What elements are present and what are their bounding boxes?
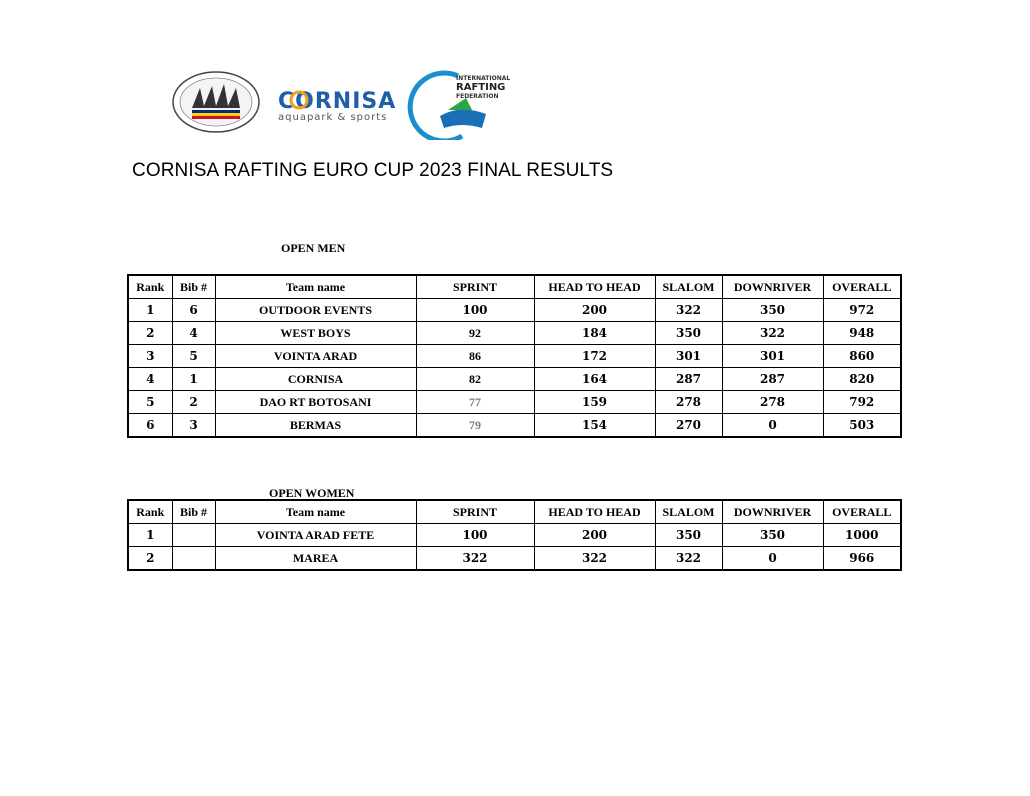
rank-cell: 4 xyxy=(128,368,172,391)
team-cell: BERMAS xyxy=(215,414,416,438)
team-cell: OUTDOOR EVENTS xyxy=(215,299,416,322)
bib-cell: 4 xyxy=(172,322,215,345)
downriver-cell: 350 xyxy=(722,299,823,322)
slalom-cell: 350 xyxy=(655,322,722,345)
team-cell: VOINTA ARAD xyxy=(215,345,416,368)
h2h-cell: 200 xyxy=(534,524,655,547)
col-downriver: DOWNRIVER xyxy=(722,500,823,524)
overall-cell: 503 xyxy=(823,414,901,438)
slalom-cell: 278 xyxy=(655,391,722,414)
sprint-cell: 82 xyxy=(416,368,534,391)
overall-cell: 792 xyxy=(823,391,901,414)
h2h-cell: 200 xyxy=(534,299,655,322)
rank-cell: 1 xyxy=(128,524,172,547)
downriver-cell: 287 xyxy=(722,368,823,391)
overall-cell: 966 xyxy=(823,547,901,571)
irf-line-2: RAFTING xyxy=(456,82,506,93)
col-downriver: DOWNRIVER xyxy=(722,275,823,299)
col-bib: Bib # xyxy=(172,500,215,524)
col-bib: Bib # xyxy=(172,275,215,299)
col-overall: OVERALL xyxy=(823,500,901,524)
table-row xyxy=(128,547,901,571)
team-cell: MAREA xyxy=(215,547,416,571)
table-row xyxy=(128,322,901,345)
downriver-cell: 301 xyxy=(722,345,823,368)
table-header-row xyxy=(128,500,901,524)
irf-line-1: INTERNATIONAL xyxy=(456,75,511,82)
open-women-table xyxy=(127,499,902,571)
sprint-cell: 92 xyxy=(416,322,534,345)
sprint-cell: 86 xyxy=(416,345,534,368)
slalom-cell: 301 xyxy=(655,345,722,368)
bib-cell: 1 xyxy=(172,368,215,391)
open-men-table xyxy=(127,274,902,438)
downriver-cell: 322 xyxy=(722,322,823,345)
table-row xyxy=(128,368,901,391)
bib-cell xyxy=(172,547,215,571)
slalom-cell: 287 xyxy=(655,368,722,391)
sprint-cell: 77 xyxy=(416,391,534,414)
col-sprint: SPRINT xyxy=(416,275,534,299)
rank-cell: 2 xyxy=(128,322,172,345)
bib-cell: 3 xyxy=(172,414,215,438)
sprint-cell: 100 xyxy=(416,299,534,322)
irf-line-3: FEDERATION xyxy=(456,93,499,100)
open-women-heading: OPEN WOMEN xyxy=(269,486,355,500)
overall-cell: 1000 xyxy=(823,524,901,547)
col-slalom: SLALOM xyxy=(655,275,722,299)
overall-cell: 972 xyxy=(823,299,901,322)
table-row xyxy=(128,299,901,322)
overall-cell: 948 xyxy=(823,322,901,345)
rank-cell: 6 xyxy=(128,414,172,438)
col-overall: OVERALL xyxy=(823,275,901,299)
col-rank: Rank xyxy=(128,275,172,299)
col-team: Team name xyxy=(215,275,416,299)
downriver-cell: 0 xyxy=(722,547,823,571)
downriver-cell: 0 xyxy=(722,414,823,438)
col-slalom: SLALOM xyxy=(655,500,722,524)
col-sprint: SPRINT xyxy=(416,500,534,524)
open-men-heading: OPEN MEN xyxy=(281,241,346,255)
rank-cell: 3 xyxy=(128,345,172,368)
col-head-to-head: HEAD TO HEAD xyxy=(534,275,655,299)
bib-cell: 2 xyxy=(172,391,215,414)
page-title: CORNISA RAFTING EURO CUP 2023 FINAL RESULTS xyxy=(132,160,614,181)
sprint-cell: 322 xyxy=(416,547,534,571)
slalom-cell: 322 xyxy=(655,547,722,571)
col-head-to-head: HEAD TO HEAD xyxy=(534,500,655,524)
h2h-cell: 164 xyxy=(534,368,655,391)
romanian-federation-seal xyxy=(173,72,259,132)
h2h-cell: 154 xyxy=(534,414,655,438)
table-row xyxy=(128,345,901,368)
logos-row xyxy=(170,68,530,140)
rank-cell: 1 xyxy=(128,299,172,322)
cornisa-word: CORNISA xyxy=(278,89,397,114)
bib-cell: 5 xyxy=(172,345,215,368)
rank-cell: 2 xyxy=(128,547,172,571)
h2h-cell: 184 xyxy=(534,322,655,345)
table-row xyxy=(128,414,901,438)
overall-cell: 820 xyxy=(823,368,901,391)
cornisa-logo xyxy=(278,89,396,123)
table-header-row xyxy=(128,275,901,299)
col-team: Team name xyxy=(215,500,416,524)
sprint-cell: 100 xyxy=(416,524,534,547)
cornisa-subtitle: aquapark & sports xyxy=(278,112,388,123)
overall-cell: 860 xyxy=(823,345,901,368)
slalom-cell: 350 xyxy=(655,524,722,547)
team-cell: VOINTA ARAD FETE xyxy=(215,524,416,547)
bib-cell xyxy=(172,524,215,547)
h2h-cell: 172 xyxy=(534,345,655,368)
slalom-cell: 270 xyxy=(655,414,722,438)
col-rank: Rank xyxy=(128,500,172,524)
bib-cell: 6 xyxy=(172,299,215,322)
slalom-cell: 322 xyxy=(655,299,722,322)
team-cell: WEST BOYS xyxy=(215,322,416,345)
team-cell: DAO RT BOTOSANI xyxy=(215,391,416,414)
downriver-cell: 278 xyxy=(722,391,823,414)
rank-cell: 5 xyxy=(128,391,172,414)
team-cell: CORNISA xyxy=(215,368,416,391)
table-row xyxy=(128,391,901,414)
h2h-cell: 159 xyxy=(534,391,655,414)
downriver-cell: 350 xyxy=(722,524,823,547)
irf-logo xyxy=(410,73,510,140)
table-row xyxy=(128,524,901,547)
h2h-cell: 322 xyxy=(534,547,655,571)
sprint-cell: 79 xyxy=(416,414,534,438)
